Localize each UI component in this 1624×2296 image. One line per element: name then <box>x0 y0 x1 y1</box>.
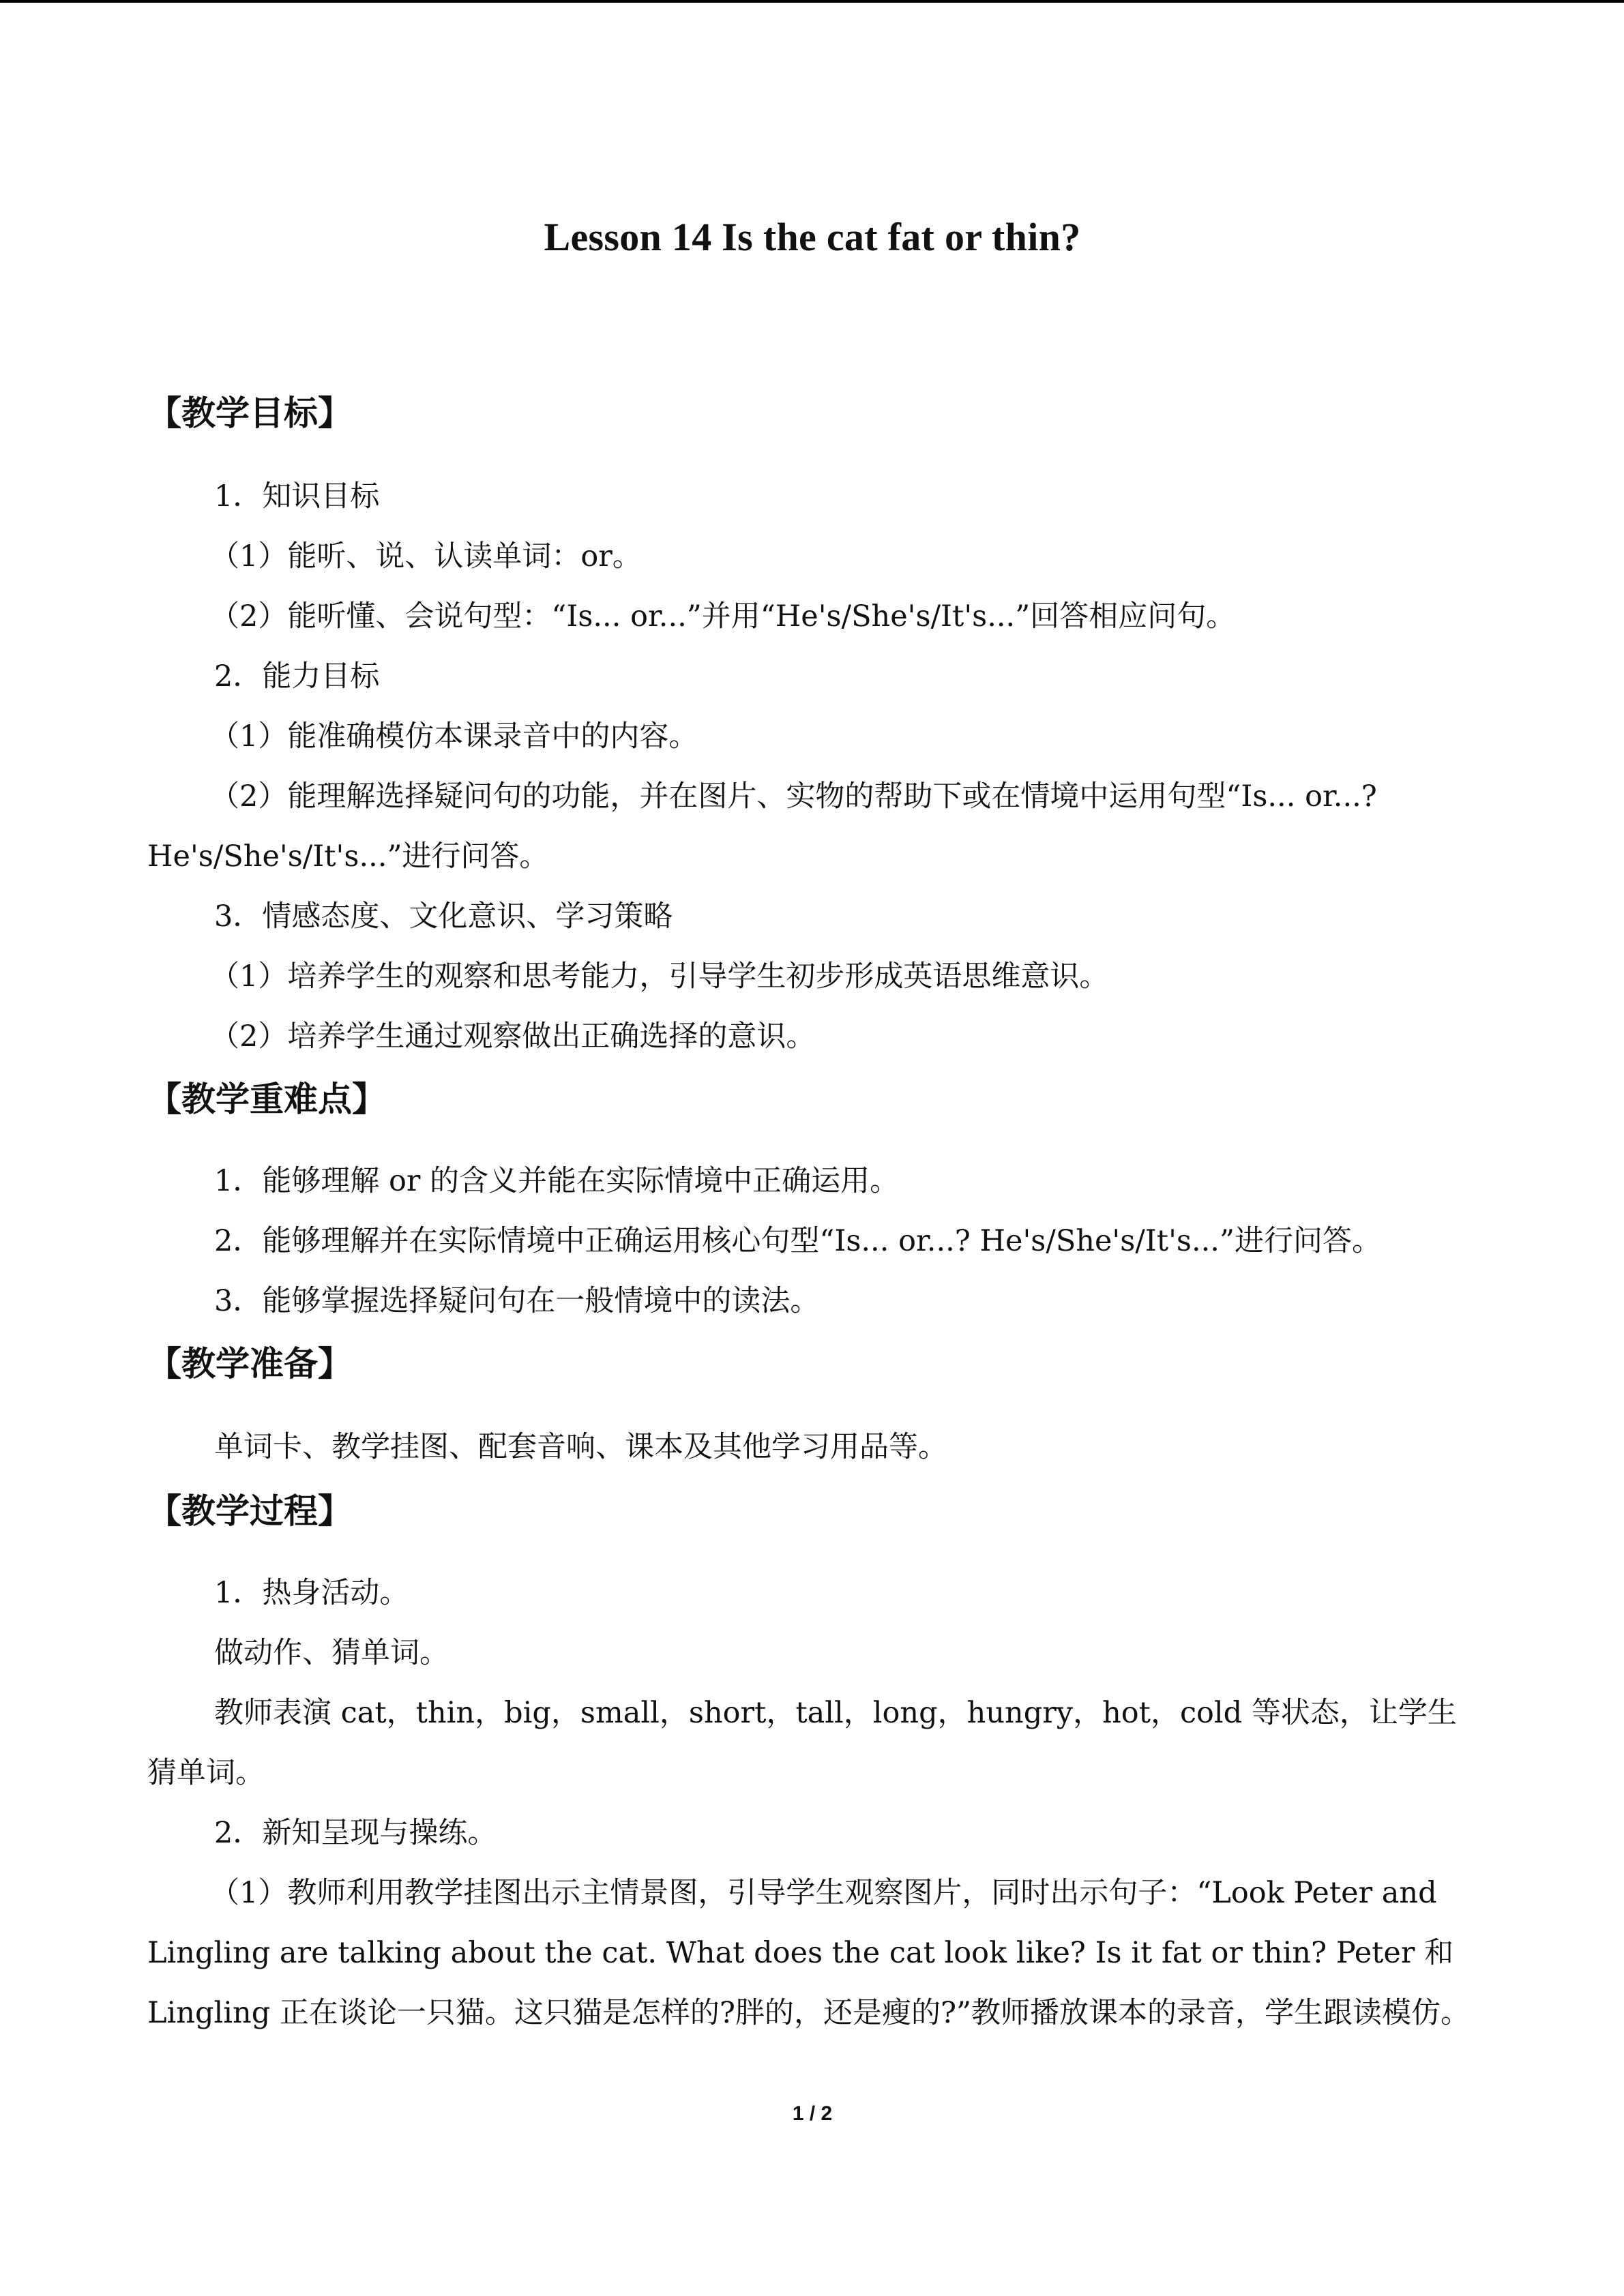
process-item: 教师表演 cat，thin，big，small，short，tall，long，hungry，hot，cold 等状态，让学生猜单词。 <box>147 1696 1457 1790</box>
process-item: 1．热身活动。 <box>214 1576 409 1610</box>
objective-item: （1）能准确模仿本课录音中的内容。 <box>210 719 698 754</box>
process-item: （1）教师利用教学挂图出示主情景图，引导学生观察图片，同时出示句子：“Look Peter and Lingling are talking about the cat. What does the cat look like? Is it fat or thin? Peter 和 Lingling 正在谈论一只猫。这只猫是怎样的?胖的，还是瘦的?”教师播放课本的录音，学生跟读模仿。 <box>147 1876 1471 2030</box>
preparation-item: 单词卡、教学挂图、配套音响、课本及其他学习用品等。 <box>214 1430 947 1464</box>
objective-item: （2）能听懂、会说句型：“Is... or...”并用“He's/She's/It's...”回答相应问句。 <box>210 599 1236 633</box>
objective-item: （1）培养学生的观察和思考能力，引导学生初步形成英语思维意识。 <box>210 959 1109 994</box>
process-item: 做动作、猜单词。 <box>214 1636 449 1670</box>
key-point-item: 3．能够掌握选择疑问句在一般情境中的读法。 <box>214 1284 820 1318</box>
section-heading-process: 【教学过程】 <box>147 1491 352 1531</box>
section-heading-preparation: 【教学准备】 <box>147 1344 352 1384</box>
objective-item: （2）培养学生通过观察做出正确选择的意识。 <box>210 1019 816 1054</box>
document-page <box>147 0 1477 2296</box>
key-point-item: 1．能够理解 or 的含义并能在实际情境中正确运用。 <box>214 1164 900 1198</box>
section-heading-objectives: 【教学目标】 <box>147 393 352 433</box>
lesson-title: Lesson 14 Is the cat fat or thin? <box>544 215 1081 259</box>
objective-item: 3．情感态度、文化意识、学习策略 <box>214 899 673 934</box>
objective-item: 1．知识目标 <box>214 479 380 513</box>
process-item: 2．新知呈现与操练。 <box>214 1816 497 1850</box>
objective-item: （1）能听、说、认读单词：or。 <box>210 539 642 573</box>
section-heading-key-points: 【教学重难点】 <box>147 1079 386 1119</box>
objective-item: 2．能力目标 <box>214 659 380 694</box>
page-number: 1 / 2 <box>792 2102 833 2125</box>
key-point-item: 2．能够理解并在实际情境中正确运用核心句型“Is... or...? He's/She's/It's...”进行问答。 <box>214 1224 1381 1258</box>
objective-item: （2）能理解选择疑问句的功能，并在图片、实物的帮助下或在情境中运用句型“Is... or...? He's/She's/It's...”进行问答。 <box>147 779 1377 874</box>
